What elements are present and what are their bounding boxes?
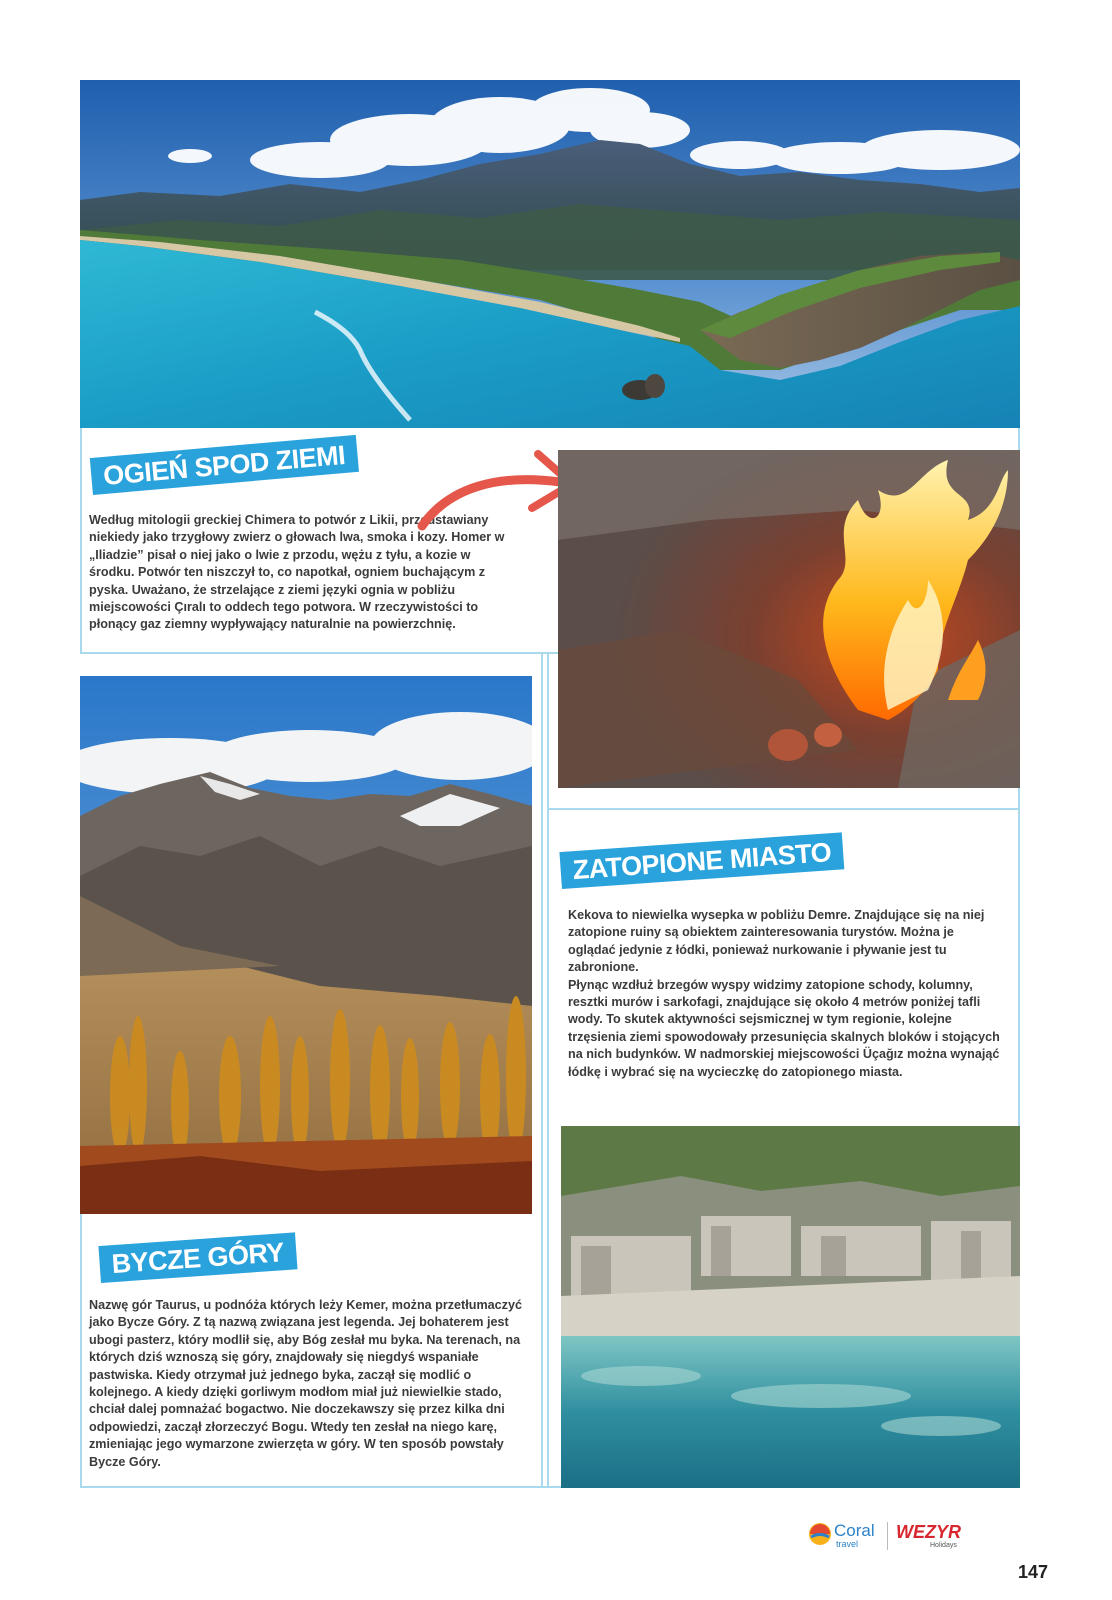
mountains-photo: [80, 676, 532, 1214]
coral-travel-logo: [808, 1521, 882, 1551]
page-number: 147: [1018, 1562, 1049, 1582]
coral-sun-icon: [808, 1522, 832, 1546]
frame-line: [80, 1214, 82, 1488]
frame-line: [547, 652, 549, 1488]
coast-photo: [80, 80, 1020, 428]
ruins-photo: [561, 1126, 1020, 1488]
section-text-sunken: [568, 907, 1004, 1081]
wezyr-sub: Holidays: [930, 1542, 957, 1549]
section-title-sunken: ZATOPIONE MIASTO: [559, 832, 844, 889]
sunken-paragraph-1: Kekova to niewielka wysepka w pobliżu Demre. Znajdujące się na niej zatopione ruiny są obiektem zainteresowania turystów. Można je oglądać jedynie z łódki, ponieważ nurkowanie i pływanie jest tu zabronione.: [568, 908, 985, 975]
coral-sub: travel: [836, 1539, 859, 1549]
section-text-mountains: [89, 1297, 525, 1471]
frame-line: [80, 428, 82, 654]
section-title-mountains: BYCZE GÓRY: [98, 1232, 297, 1283]
fire-photo: [558, 450, 1020, 788]
frame-line: [80, 652, 558, 654]
mountains-paragraph: Nazwę gór Taurus, u podnóża których leży Kemer, można przetłumaczyć jako Bycze Góry. Z tą nazwą związana jest legenda. Jej bohaterem jest ubogi pasterz, który modlił się, aby Bóg zesłał mu byka. Na terenach, na których dziś wznoszą się góry, znajdowały się niegdyś wspaniałe pastwiska. Kiedy otrzymał już jednego byka, zaczął się modlić o kolejnego. A kiedy dzięki gorliwym modłom miał już niewielkie stado, chciał dalej pomnażać bogactwo. Nie doczekawszy się przez kilka dni odpowiedzi, zaczął złorzeczyć Bogu. Wtedy ten zesłał na niego karę, zmieniając jego wymarzone zwierzęta w góry. W ten sposób powstały Bycze Góry.: [89, 1298, 522, 1469]
wezyr-logo: [896, 1520, 960, 1552]
frame-line: [547, 808, 1020, 810]
footer-divider: [887, 1522, 888, 1550]
fire-paragraph: Według mitologii greckiej Chimera to potwór z Likii, przedstawiany niekiedy jako trzygłowy zwierz o głowach lwa, smoka i kozy. Homer w „Iliadzie” pisał o niej jako o lwie z przodu, wężu z tyłu, a kozie w środku. Potwór ten niszczył to, co napotkał, ogniem buchającym z pyska. Uważano, że strzelające z ziemi języki ognia w pobliżu miejscowości Çıralı to oddech tego potwora. W rzeczywistości to płonący gaz ziemny wypływający naturalnie na powierzchnię.: [89, 513, 505, 632]
arrow-icon: [400, 446, 580, 536]
wezyr-brand: WEZYR: [896, 1522, 961, 1542]
coral-brand: Coral: [834, 1521, 875, 1540]
section-title-fire: OGIEŃ SPOD ZIEMI: [90, 435, 359, 495]
frame-line: [541, 652, 543, 1488]
sunken-paragraph-2: Płynąc wzdłuż brzegów wyspy widzimy zatopione schody, kolumny, resztki murów i sarkofagi, znajdujące się około 4 metrów poniżej tafli wody. To skutek aktywności sejsmicznej w tym regionie, kolejne trzęsienia ziemi spowodowały przesunięcia skalnych bloków i stojących na nich budynków. W nadmorskiej miejscowości Üçağız można wynająć łódkę i wybrać się na wycieczkę do zatopionego miasta.: [568, 977, 1000, 1079]
